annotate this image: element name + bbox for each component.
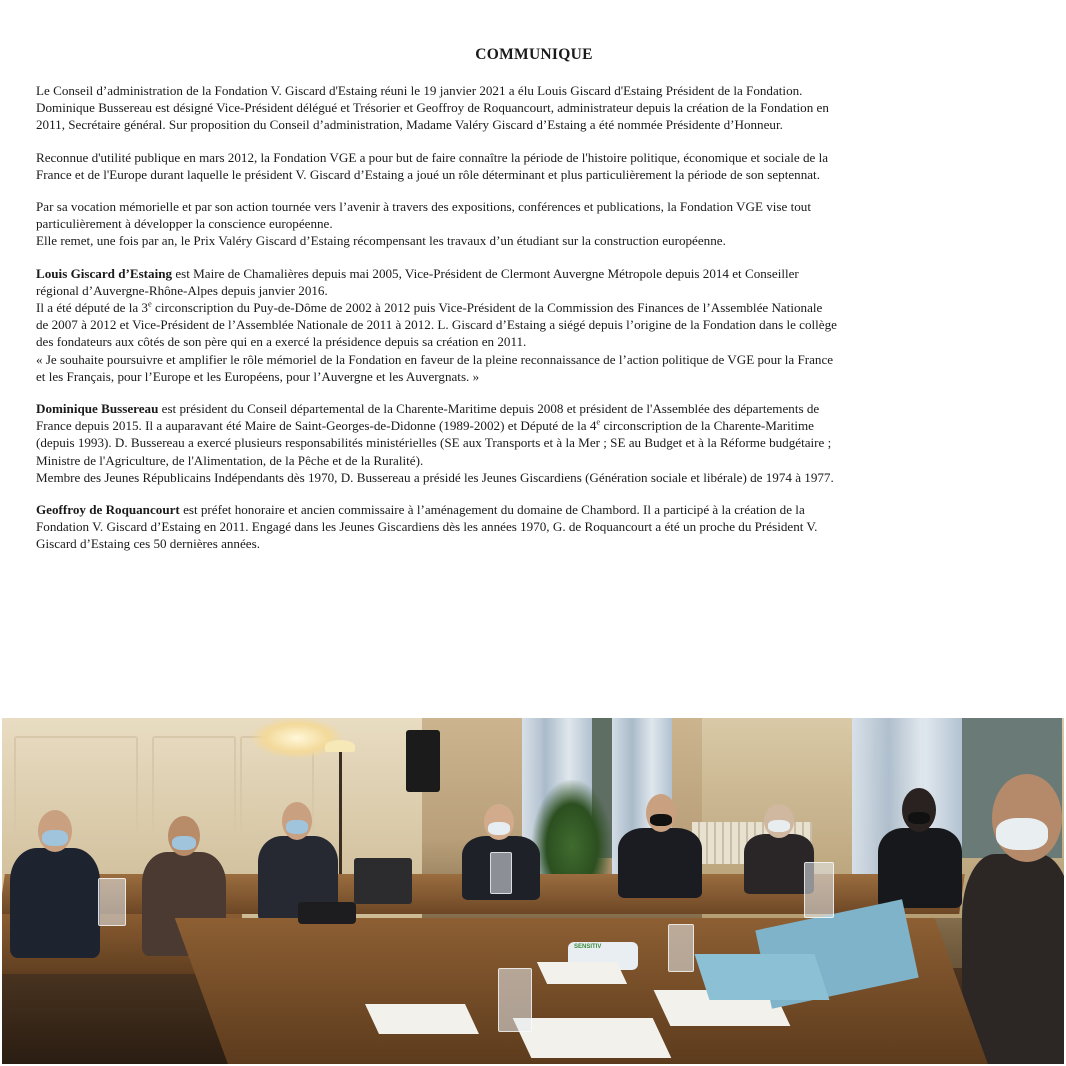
text-line: de 2007 à 2012 et Vice-Président de l’Assemblée Nationale de 2011 à 2012. L. Giscard d’Estaing a siégé depuis l’origine de la Fondation dans le collège	[36, 317, 837, 333]
text-line: Ministre de l'Agriculture, de l'Alimentation, de la Pêche et de la Ruralité).	[36, 452, 424, 468]
person-name: Louis Giscard d’Estaing	[36, 265, 173, 281]
attendee	[10, 810, 100, 960]
meeting-photo	[2, 718, 1064, 1064]
attendee	[878, 788, 962, 908]
paragraph-election	[36, 82, 1032, 134]
text-fragment: France depuis 2015. Il a auparavant été Maire de Saint-Georges-de-Didonne (1989-2002) et Député de la 4	[36, 418, 597, 434]
text-line: particulièrement à développer la conscience européenne.	[36, 216, 333, 232]
text-line	[36, 299, 1032, 316]
person-name: Geoffroy de Roquancourt	[36, 502, 180, 518]
text-line: Fondation V. Giscard d’Estaing en 2011. Engagé dans les Jeunes Giscardiens dès les années 1970, G. de Roquancourt a été un proche du Président V.	[36, 519, 818, 535]
paragraph-geoffroy-roquancourt	[36, 501, 1032, 553]
tissue-brand-label: SENSITIV	[574, 944, 602, 950]
text-fragment: est préfet honoraire et ancien commissaire à l’aménagement du domaine de Chambord. Il a participé à la création de la	[179, 502, 805, 518]
superscript: e	[596, 416, 601, 427]
paragraph-louis-giscard	[36, 265, 1032, 385]
text-line: Reconnue d'utilité publique en mars 2012, la Fondation VGE a pour but de faire connaître la période de l'histoire politique, économique et sociale de la	[36, 149, 829, 165]
communique-document	[36, 46, 1032, 568]
paragraph-dominique-bussereau	[36, 400, 1032, 486]
superscript: e	[147, 298, 152, 309]
document-title: COMMUNIQUE	[475, 46, 593, 63]
text-fragment: Il a été député de la 3	[36, 300, 148, 316]
lamp-glow	[252, 718, 342, 758]
text-line	[36, 417, 1032, 434]
text-line: Dominique Bussereau est désigné Vice-Président délégué et Trésorier et Geoffroy de Roquancourt, administrateur depuis la création de la Fondation en	[36, 100, 829, 116]
blue-folder	[695, 954, 830, 1000]
text-line: « Je souhaite poursuivre et amplifier le rôle mémoriel de la Fondation en faveur de la pleine reconnaissance de l’action politique de VGE pour la France	[36, 351, 834, 367]
text-line	[36, 501, 1032, 518]
water-glass	[498, 968, 532, 1032]
paragraph-foundation-mission	[36, 198, 1032, 250]
projector	[298, 902, 356, 924]
paper-sheet	[537, 962, 627, 984]
water-glass	[668, 924, 694, 972]
text-line: Membre des Jeunes Républicains Indépendants dès 1970, D. Bussereau a présidé les Jeunes Giscardiens (Génération sociale et libérale) de 1974 à 1977.	[36, 469, 834, 485]
attendee-foreground	[962, 774, 1064, 1064]
text-line: France et de l'Europe durant laquelle le président V. Giscard d’Estaing a joué un rôle déterminant et plus particulièrement la période de son septennat.	[36, 166, 820, 182]
speaker	[406, 730, 440, 792]
text-line: Elle remet, une fois par an, le Prix Valéry Giscard d’Estaing récompensant les travaux d’un étudiant sur la construction européenne.	[36, 233, 726, 249]
text-line: Giscard d’Estaing ces 50 dernières années.	[36, 536, 260, 552]
paper-sheet	[513, 1018, 672, 1058]
text-line: (depuis 1993). D. Bussereau a exercé plusieurs responsabilités ministérielles (SE aux Transports et à la Mer ; SE au Budget et à la Réforme budgétaire ;	[36, 435, 832, 451]
text-line: 2011, Secrétaire général. Sur proposition du Conseil d’administration, Madame Valéry Giscard d’Estaing a été nommée Présidente d’Honneur.	[36, 117, 783, 133]
text-fragment: est Maire de Chamalières depuis mai 2005, Vice-Président de Clermont Auvergne Métropole depuis 2014 et Conseiller	[172, 265, 799, 281]
text-fragment: circonscription du Puy-de-Dôme de 2002 à 2012 puis Vice-Président de la Commission des Finances de l’Assemblée Nationale	[151, 300, 823, 316]
floor-lamp	[325, 740, 355, 752]
text-line: des fondateurs aux côtés de son père qui en a exercé la présidence depuis sa création en 2011.	[36, 334, 527, 350]
text-line: et les Français, pour l’Europe et les Européens, pour l’Auvergne et les Auvergnats. »	[36, 368, 480, 384]
person-name: Dominique Bussereau	[36, 401, 159, 417]
paper-sheet	[365, 1004, 479, 1034]
text-line: Le Conseil d’administration de la Fondation V. Giscard d'Estaing réuni le 19 janvier 2021 a élu Louis Giscard d'Estaing Président de la Fondation.	[36, 83, 803, 98]
attendee	[618, 794, 702, 898]
text-fragment: est président du Conseil départemental de la Charente-Maritime depuis 2008 et président de l'Assemblée des départements de	[158, 401, 820, 417]
text-line: Par sa vocation mémorielle et par son action tournée vers l’avenir à travers des expositions, conférences et publications, la Fondation VGE vise tout	[36, 199, 811, 215]
laptop	[354, 858, 412, 904]
water-carafe	[98, 878, 126, 926]
text-fragment: circonscription de la Charente-Maritime	[600, 418, 814, 434]
text-line	[36, 265, 1032, 282]
text-line: régional d’Auvergne-Rhône-Alpes depuis janvier 2016.	[36, 282, 328, 298]
paragraph-foundation-purpose	[36, 149, 1032, 183]
text-line	[36, 400, 1032, 417]
water-carafe	[804, 862, 834, 918]
water-carafe	[490, 852, 512, 894]
